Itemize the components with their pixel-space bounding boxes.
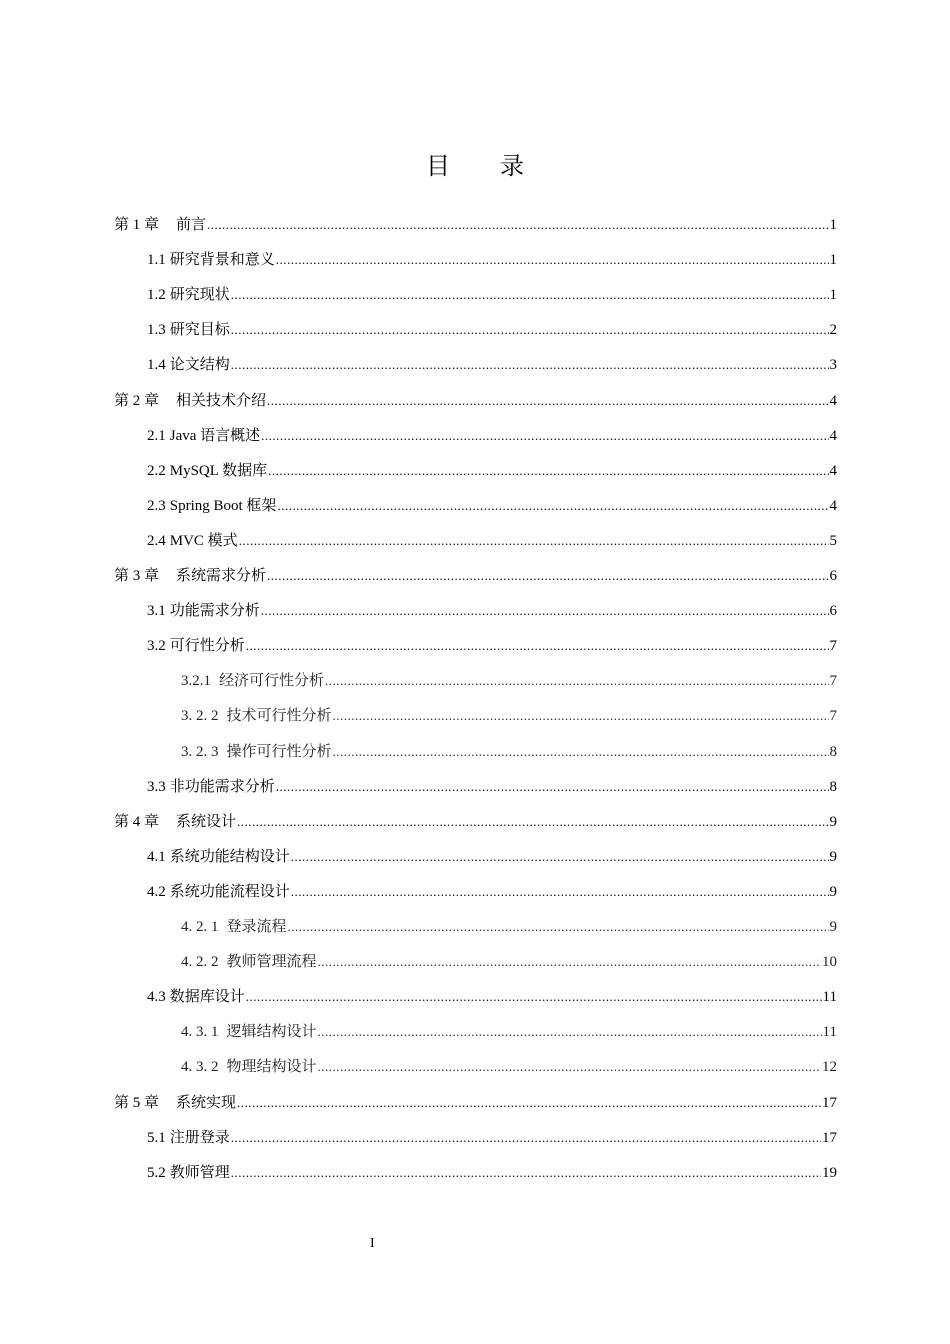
toc-entry-page: 3 [829,357,837,374]
toc-leader-dots [246,984,822,1010]
toc-entry-title: 研究目标 [169,322,230,339]
toc-entry-number: 4. 2. 1 [181,919,219,935]
toc-entry[interactable] [147,458,837,484]
toc-entry-number: 2.1 [147,427,166,444]
toc-entry-page: 6 [829,603,837,620]
toc-entry-title: 论文结构 [169,357,230,374]
toc-leader-dots [246,633,829,659]
toc-entry-title: 非功能需求分析 [169,778,275,795]
toc-entry-title: 数据库设计 [169,989,245,1006]
toc-leader-dots [318,949,821,975]
toc-leader-dots [318,1054,821,1080]
toc-entry-number: 4.1 [147,848,166,865]
toc-leader-dots [268,458,828,484]
toc-entry-page: 6 [829,568,837,584]
toc-entry-title: 教师管理 [169,1164,230,1181]
toc-entry-page: 4 [829,497,837,514]
toc-leader-dots [291,844,829,870]
toc-entry-page: 11 [822,989,837,1006]
toc-entry[interactable] [114,212,837,238]
toc-entry-title: 注册登录 [169,1129,230,1146]
toc-leader-dots [276,774,829,800]
toc-entry-number: 3. 2. 2 [181,708,219,725]
toc-entry-number: 4.3 [147,989,166,1006]
toc-leader-dots [325,668,828,694]
toc-leader-dots [333,703,829,729]
toc-entry[interactable] [181,1019,837,1045]
toc-entry[interactable] [114,388,837,414]
toc-entry-title: 研究现状 [169,287,230,304]
toc-entry-title: 操作可行性分析 [226,743,332,760]
toc-entry-page: 4 [829,427,837,444]
page-number: I [370,1236,375,1251]
toc-entry-number: 1.4 [147,357,166,374]
toc-entry-number: 5.1 [147,1129,166,1146]
toc-entry[interactable] [181,668,837,694]
toc-entry-title: MVC 模式 [169,532,238,549]
toc-entry[interactable] [147,774,837,800]
toc-entry-number: 4. 3. 1 [181,1024,219,1041]
toc-entry-title: 研究背景和意义 [169,252,275,269]
toc-entry[interactable] [181,739,837,765]
toc-entry-page: 10 [822,954,837,971]
toc-entry-number: 3.3 [147,778,166,795]
toc-entry-title: 逻辑结构设计 [226,1024,317,1041]
toc-entry-page: 4 [829,462,837,479]
toc-entry-number: 1.3 [147,322,166,339]
toc-entry[interactable] [181,1054,837,1080]
toc-entry-title: 系统设计 [176,813,237,830]
toc-leader-dots [237,809,828,835]
toc-entry-page: 7 [829,673,837,690]
toc-entry-number: 3. 2. 3 [181,743,219,760]
toc-entry-title: MySQL 数据库 [169,462,268,479]
toc-entry-page: 2 [829,322,837,339]
toc-entry-number: 第 2 章 [114,392,160,409]
toc-entry-number: 5.2 [147,1164,166,1181]
toc-entry-number: 3.2.1 [181,673,211,690]
toc-leader-dots [239,528,829,554]
toc-entry[interactable] [147,247,837,273]
toc-entry-page: 9 [829,919,837,935]
toc-entry[interactable] [181,914,837,940]
toc-entry-page: 9 [829,813,837,830]
toc-entry[interactable] [147,984,837,1010]
toc-leader-dots [231,1160,821,1186]
toc-entry-page: 1 [829,252,837,269]
toc-entry[interactable] [147,493,837,519]
toc-entry-page: 17 [822,1129,837,1146]
toc-entry-page: 1 [829,287,837,304]
toc-leader-dots [318,1019,822,1045]
toc-leader-dots [291,879,829,905]
toc-entry-title: 可行性分析 [169,638,245,655]
toc-entry-title: 相关技术介绍 [176,392,267,409]
toc-entry-number: 4. 3. 2 [181,1059,219,1076]
toc-leader-dots [231,317,829,343]
toc-entry-number: 1.2 [147,287,166,304]
toc-entry[interactable] [114,563,837,589]
toc-leader-dots [267,388,828,414]
toc-entry-number: 4. 2. 2 [181,954,219,971]
toc-entry-number: 3.1 [147,603,166,620]
toc-entry-number: 2.3 [147,497,166,514]
toc-entry-number: 3.2 [147,638,166,655]
toc-entry-title: 系统功能结构设计 [169,848,290,865]
toc-entry-title: 技术可行性分析 [226,708,332,725]
toc-entry-title: 系统实现 [176,1094,237,1111]
toc-entry-page: 9 [829,848,837,865]
toc-entry-number: 1.1 [147,252,166,269]
toc-entry-number: 第 4 章 [114,813,160,830]
toc-leader-dots [288,914,829,940]
toc-entry-title: Spring Boot 框架 [169,497,277,514]
toc-entry-title: 经济可行性分析 [219,673,325,690]
toc-entry[interactable] [147,423,837,449]
toc-entry-number: 4.2 [147,883,166,900]
toc-entry-page: 17 [822,1094,837,1111]
toc-entry-page: 7 [829,708,837,725]
toc-leader-dots [276,247,829,273]
toc-entry-number: 第 3 章 [114,568,160,584]
toc-entry-title: 前言 [176,217,207,233]
toc-entry[interactable] [147,528,837,554]
toc-entry-number: 2.4 [147,532,166,549]
toc-entry[interactable] [181,703,837,729]
toc-entry[interactable] [147,633,837,659]
toc-entry-title: Java 语言概述 [169,427,261,444]
toc-entry-title: 功能需求分析 [169,603,260,620]
toc-leader-dots [261,598,829,624]
toc-leader-dots [261,423,828,449]
toc-entry-page: 12 [822,1059,837,1076]
toc-entry[interactable] [181,949,837,975]
toc-entry-number: 2.2 [147,462,166,479]
toc-entry-page: 11 [822,1024,837,1041]
toc-leader-dots [231,1125,821,1151]
toc-entry[interactable] [147,352,837,378]
toc-leader-dots [277,493,828,519]
toc-entry-page: 4 [829,392,837,409]
toc-entry[interactable] [147,1125,837,1151]
toc-entry[interactable] [147,282,837,308]
toc-entry[interactable] [147,1160,837,1186]
toc-entry[interactable] [114,809,837,835]
toc-entry-page: 8 [829,778,837,795]
toc-entry-title: 登录流程 [226,919,287,935]
toc-entry[interactable] [147,317,837,343]
toc-leader-dots [267,563,828,589]
toc-entry-title: 物理结构设计 [226,1059,317,1076]
toc-entry-page: 5 [829,532,837,549]
toc-entry-page: 7 [829,638,837,655]
toc-leader-dots [237,1090,821,1116]
toc-entry-number: 第 1 章 [114,217,160,233]
toc-leader-dots [207,212,828,238]
toc-entry[interactable] [147,879,837,905]
page-title: 目录 [426,154,574,180]
toc-entry[interactable] [147,844,837,870]
toc-entry-page: 8 [829,743,837,760]
toc-entry-title: 系统需求分析 [176,568,267,584]
toc-leader-dots [231,352,829,378]
toc-entry-page: 9 [829,883,837,900]
toc-leader-dots [231,282,829,308]
toc-entry-page: 19 [822,1164,837,1181]
toc-entry[interactable] [147,598,837,624]
toc-entry-title: 教师管理流程 [226,954,317,971]
toc-leader-dots [333,739,829,765]
toc-entry-number: 第 5 章 [114,1094,160,1111]
toc-entry-page: 1 [829,217,837,233]
toc-entry-title: 系统功能流程设计 [169,883,290,900]
toc-entry[interactable] [114,1090,837,1116]
